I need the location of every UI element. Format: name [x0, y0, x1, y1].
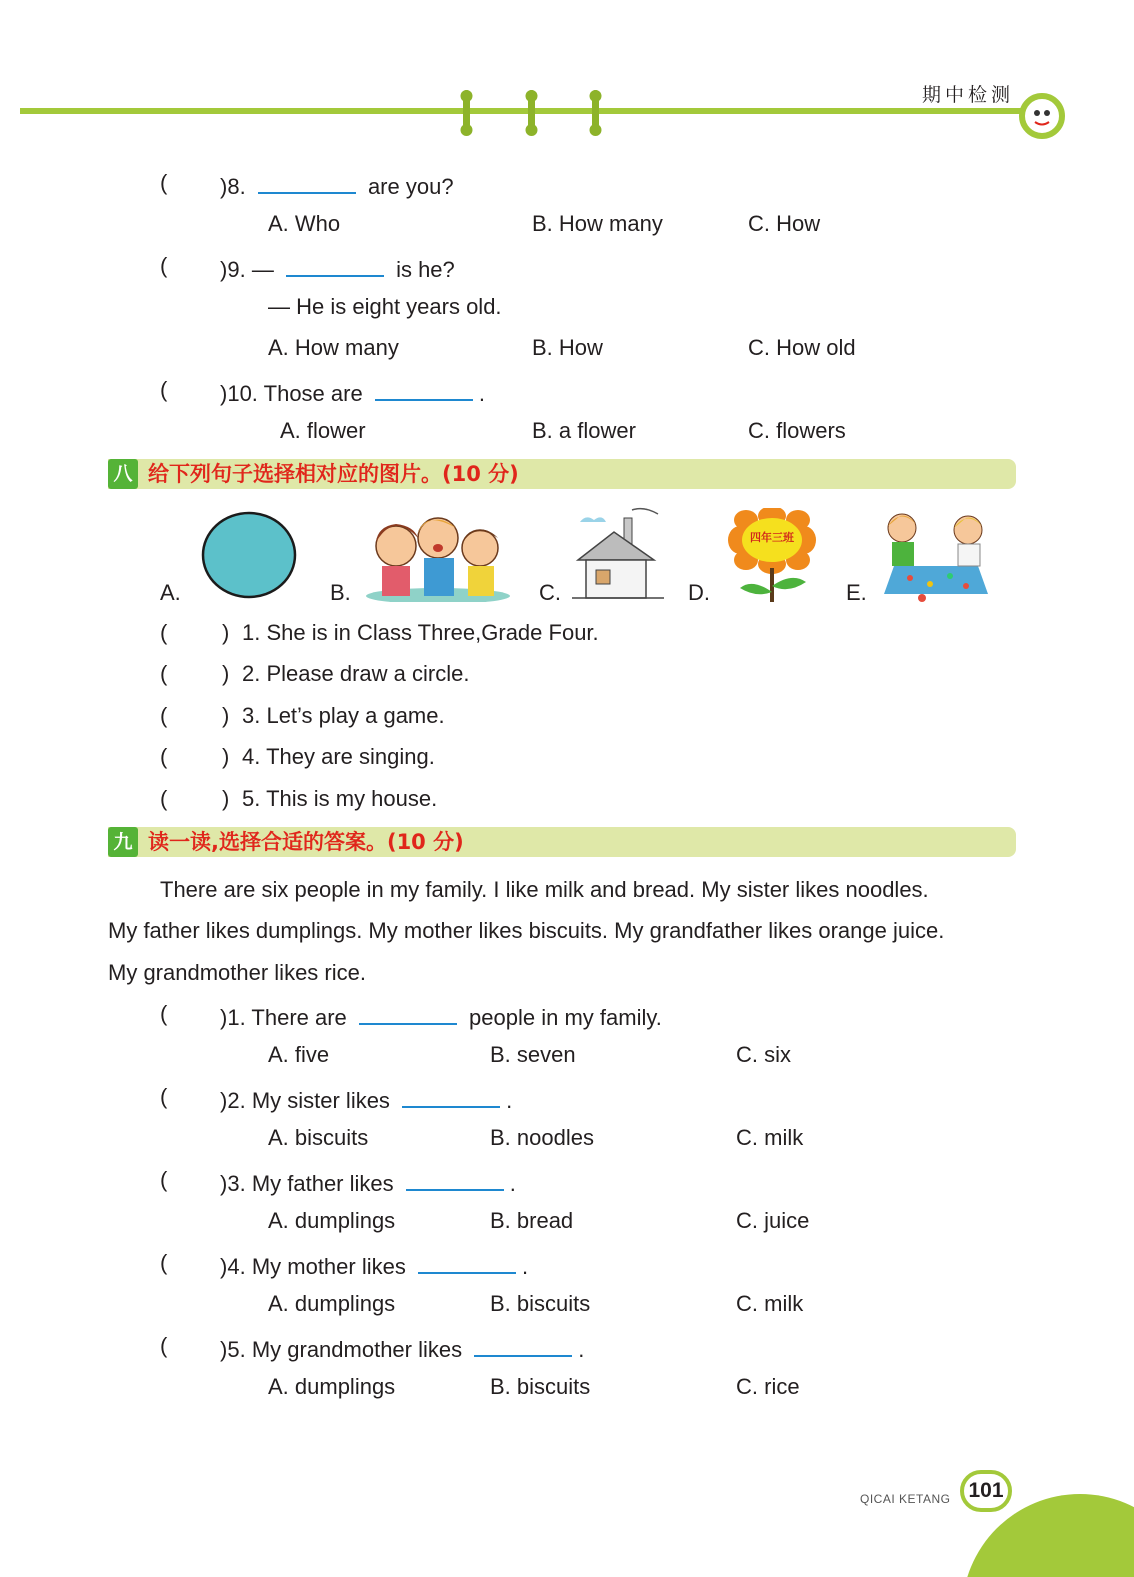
q8-number: 8. — [227, 174, 246, 199]
q10-line — [220, 377, 485, 407]
r-q3-line — [220, 1167, 516, 1197]
header-knobs — [455, 86, 605, 138]
q9-option-b[interactable]: B. How — [532, 335, 603, 360]
r-q5-blank[interactable] — [474, 1333, 572, 1357]
r-q5-close: ) — [220, 1337, 228, 1362]
q8-blank[interactable] — [258, 170, 356, 194]
s8-item4-close: ) — [222, 744, 230, 769]
circle-picture — [196, 508, 302, 602]
circle-icon — [196, 508, 302, 602]
mascot-icon — [1018, 92, 1066, 140]
s8-item1-close: ) — [222, 620, 230, 645]
r-q2-close: ) — [220, 1088, 228, 1113]
q9-answer-line: — He is eight years old. — [268, 294, 502, 319]
r-q2-option-c[interactable]: C. milk — [736, 1125, 804, 1150]
r-q2-number: 2. — [227, 1088, 246, 1113]
q10-option-b[interactable]: B. a flower — [532, 418, 636, 443]
pic-label-b: B. — [330, 580, 351, 605]
q8-text: are you? — [367, 174, 454, 199]
r-q1-number: 1. — [227, 1005, 246, 1030]
s8-item3-paren: ( — [160, 703, 168, 728]
flower-class-text: 四年三班 — [750, 531, 794, 544]
r-q1-option-a[interactable]: A. five — [268, 1042, 330, 1067]
r-q3-option-a[interactable]: A. dumplings — [268, 1208, 396, 1233]
passage-line-2: My father likes dumplings. My mother likes biscuits. My grandfather likes orange juice. — [108, 918, 945, 943]
house-icon — [572, 506, 664, 602]
passage-line-1: There are six people in my family. I like milk and bread. My sister likes noodles. — [160, 877, 929, 902]
r-q1-blank[interactable] — [359, 1001, 457, 1025]
r-q4-option-b[interactable]: B. biscuits — [490, 1291, 591, 1316]
q9-number: 9. — [227, 257, 246, 282]
q9-option-c[interactable]: C. How old — [748, 335, 856, 360]
r-q3-option-c[interactable]: C. juice — [736, 1208, 810, 1233]
house-picture — [572, 506, 664, 602]
r-q4-option-a[interactable]: A. dumplings — [268, 1291, 396, 1316]
singing-kids-picture — [364, 508, 512, 602]
q10-post: . — [478, 381, 485, 406]
q8-option-a[interactable]: A. Who — [268, 211, 341, 236]
r-q1-option-c[interactable]: C. six — [736, 1042, 791, 1067]
s8-item4-paren: ( — [160, 744, 168, 769]
r-q1-option-b[interactable]: B. seven — [490, 1042, 576, 1067]
section9-title: 读一读,选择合适的答案。(10 分) — [148, 830, 464, 854]
q9-paren: ( — [160, 253, 168, 278]
r-q2-option-b[interactable]: B. noodles — [490, 1125, 594, 1150]
r-q4-paren: ( — [160, 1250, 168, 1275]
pic-label-c: C. — [539, 580, 561, 605]
section8-tag: 八 — [108, 459, 138, 489]
section8-title: 给下列句子选择相对应的图片。(10 分) — [148, 462, 519, 486]
r-q4-blank[interactable] — [418, 1250, 516, 1274]
r-q5-option-b[interactable]: B. biscuits — [490, 1374, 591, 1399]
pic-label-d: D. — [688, 580, 710, 605]
q9-option-a[interactable]: A. How many — [268, 335, 399, 360]
passage-line-3: My grandmother likes rice. — [108, 960, 366, 985]
q10-close: ) — [220, 381, 228, 406]
r-q5-line — [220, 1333, 584, 1363]
footer-brand: QICAI KETANG — [860, 1492, 951, 1506]
r-q5-pre: My grandmother likes — [251, 1337, 463, 1362]
r-q2-pre: My sister likes — [251, 1088, 390, 1113]
r-q3-post: . — [509, 1171, 516, 1196]
s8-item5-close: ) — [222, 786, 230, 811]
flower-icon — [722, 508, 822, 602]
r-q3-pre: My father likes — [251, 1171, 394, 1196]
r-q4-number: 4. — [227, 1254, 246, 1279]
r-q4-close: ) — [220, 1254, 228, 1279]
r-q3-blank[interactable] — [406, 1167, 504, 1191]
class-flower-picture — [722, 508, 822, 602]
r-q3-number: 3. — [227, 1171, 246, 1196]
q10-pre: Those are — [263, 381, 363, 406]
section9-tag: 九 — [108, 827, 138, 857]
r-q2-blank[interactable] — [402, 1084, 500, 1108]
q10-number: 10. — [227, 381, 258, 406]
q10-option-c[interactable]: C. flowers — [748, 418, 846, 443]
section9-header — [108, 827, 1016, 857]
binder-icon — [455, 86, 605, 138]
r-q1-pre: There are — [251, 1005, 347, 1030]
r-q5-option-c[interactable]: C. rice — [736, 1374, 800, 1399]
page-number-badge — [960, 1470, 1012, 1512]
q9-text: is he? — [396, 257, 455, 282]
q9-dash: — — [251, 257, 274, 282]
r-q5-post: . — [578, 1337, 585, 1362]
s8-item4-text: 4. They are singing. — [242, 744, 435, 769]
r-q4-line — [220, 1250, 528, 1280]
q8-option-c[interactable]: C. How — [748, 211, 821, 236]
r-q2-post: . — [506, 1088, 513, 1113]
q10-blank[interactable] — [375, 377, 473, 401]
q10-paren: ( — [160, 377, 168, 402]
q9-blank[interactable] — [286, 253, 384, 277]
q8-close: ) — [220, 174, 228, 199]
s8-item3-text: 3. Let’s play a game. — [242, 703, 445, 728]
r-q2-option-a[interactable]: A. biscuits — [268, 1125, 369, 1150]
play-game-picture — [880, 506, 992, 602]
q10-option-a[interactable]: A. flower — [280, 418, 366, 443]
r-q4-post: . — [521, 1254, 529, 1279]
q8-paren: ( — [160, 170, 168, 195]
s8-item3-close: ) — [222, 703, 230, 728]
r-q5-option-a[interactable]: A. dumplings — [268, 1374, 396, 1399]
r-q1-line — [220, 1001, 662, 1031]
s8-item1-paren: ( — [160, 620, 168, 645]
s8-item2-text: 2. Please draw a circle. — [242, 661, 470, 686]
r-q1-paren: ( — [160, 1001, 168, 1026]
pic-label-a: A. — [160, 580, 181, 605]
q9-line — [220, 253, 455, 283]
q8-option-b[interactable]: B. How many — [532, 211, 663, 236]
s8-item2-close: ) — [222, 661, 230, 686]
s8-item5-text: 5. This is my house. — [242, 786, 438, 811]
s8-item1-text: 1. She is in Class Three,Grade Four. — [242, 620, 599, 645]
r-q5-paren: ( — [160, 1333, 168, 1358]
q9-close: ) — [220, 257, 228, 282]
page-number: 101 — [968, 1479, 1004, 1502]
r-q2-line — [220, 1084, 512, 1114]
r-q2-paren: ( — [160, 1084, 168, 1109]
r-q1-close: ) — [220, 1005, 228, 1030]
r-q4-option-c[interactable]: C. milk — [736, 1291, 804, 1316]
r-q3-close: ) — [220, 1171, 228, 1196]
s8-item2-paren: ( — [160, 661, 168, 686]
r-q1-post: people in my family. — [469, 1005, 662, 1030]
s8-item5-paren: ( — [160, 786, 168, 811]
q8-line — [220, 170, 454, 200]
board-game-icon — [880, 506, 992, 602]
singing-kids-icon — [364, 508, 512, 602]
section8-header — [108, 459, 1016, 489]
r-q3-option-b[interactable]: B. bread — [490, 1208, 574, 1233]
r-q5-number: 5. — [227, 1337, 246, 1362]
pic-label-e: E. — [846, 580, 867, 605]
r-q3-paren: ( — [160, 1167, 168, 1192]
header-title: 期中检测 — [922, 84, 1015, 106]
r-q4-pre: My mother likes — [251, 1254, 406, 1279]
